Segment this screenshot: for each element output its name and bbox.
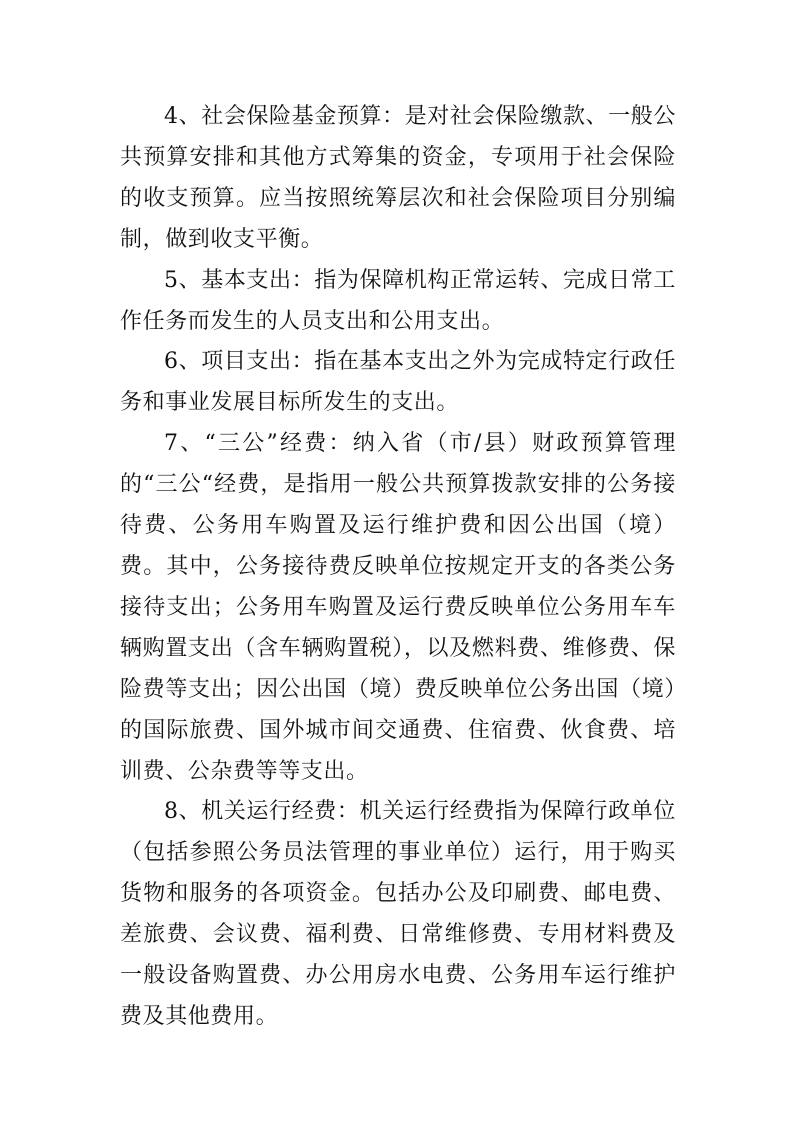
paragraph-project-expenditure: 6、项目支出：指在基本支出之外为完成特定行政任务和事业发展目标所发生的支出。 [120,349,676,416]
document-body [120,97,676,1038]
paragraph-social-insurance-fund-budget: 4、社会保险基金预算：是对社会保险缴款、一般公共预算安排和其他方式筹集的资金，专项用于社会保险的收支预算。应当按照统筹层次和社会保险项目分别编制，做到收支平衡。 [120,104,676,252]
paragraph-agency-operating-expenses: 8、机关运行经费：机关运行经费指为保障行政单位（包括参照公务员法管理的事业单位）运行，用于购买货物和服务的各项资金。包括办公及印刷费、邮电费、差旅费、会议费、福利费、日常维修费、专用材料费及一般设备购置费、办公用房水电费、公务用车运行维护费及其他费用。 [120,799,676,1029]
paragraph-three-public-expenses: 7、“三公”经费：纳入省（市/县）财政预算管理的“三公“经费，是指用一般公共预算拨款安排的公务接待费、公务用车购置及运行维护费和因公出国（境）费。其中，公务接待费反映单位按规定开支的各类公务接待支出；公务用车购置及运行费反映单位公务用车车辆购置支出（含车辆购置税），以及燃料费、维修费、保险费等支出；因公出国（境）费反映单位公务出国（境）的国际旅费、国外城市间交通费、住宿费、伙食费、培训费、公杂费等等支出。 [120,431,676,784]
paragraph-basic-expenditure: 5、基本支出：指为保障机构正常运转、完成日常工作任务而发生的人员支出和公用支出。 [120,267,676,334]
